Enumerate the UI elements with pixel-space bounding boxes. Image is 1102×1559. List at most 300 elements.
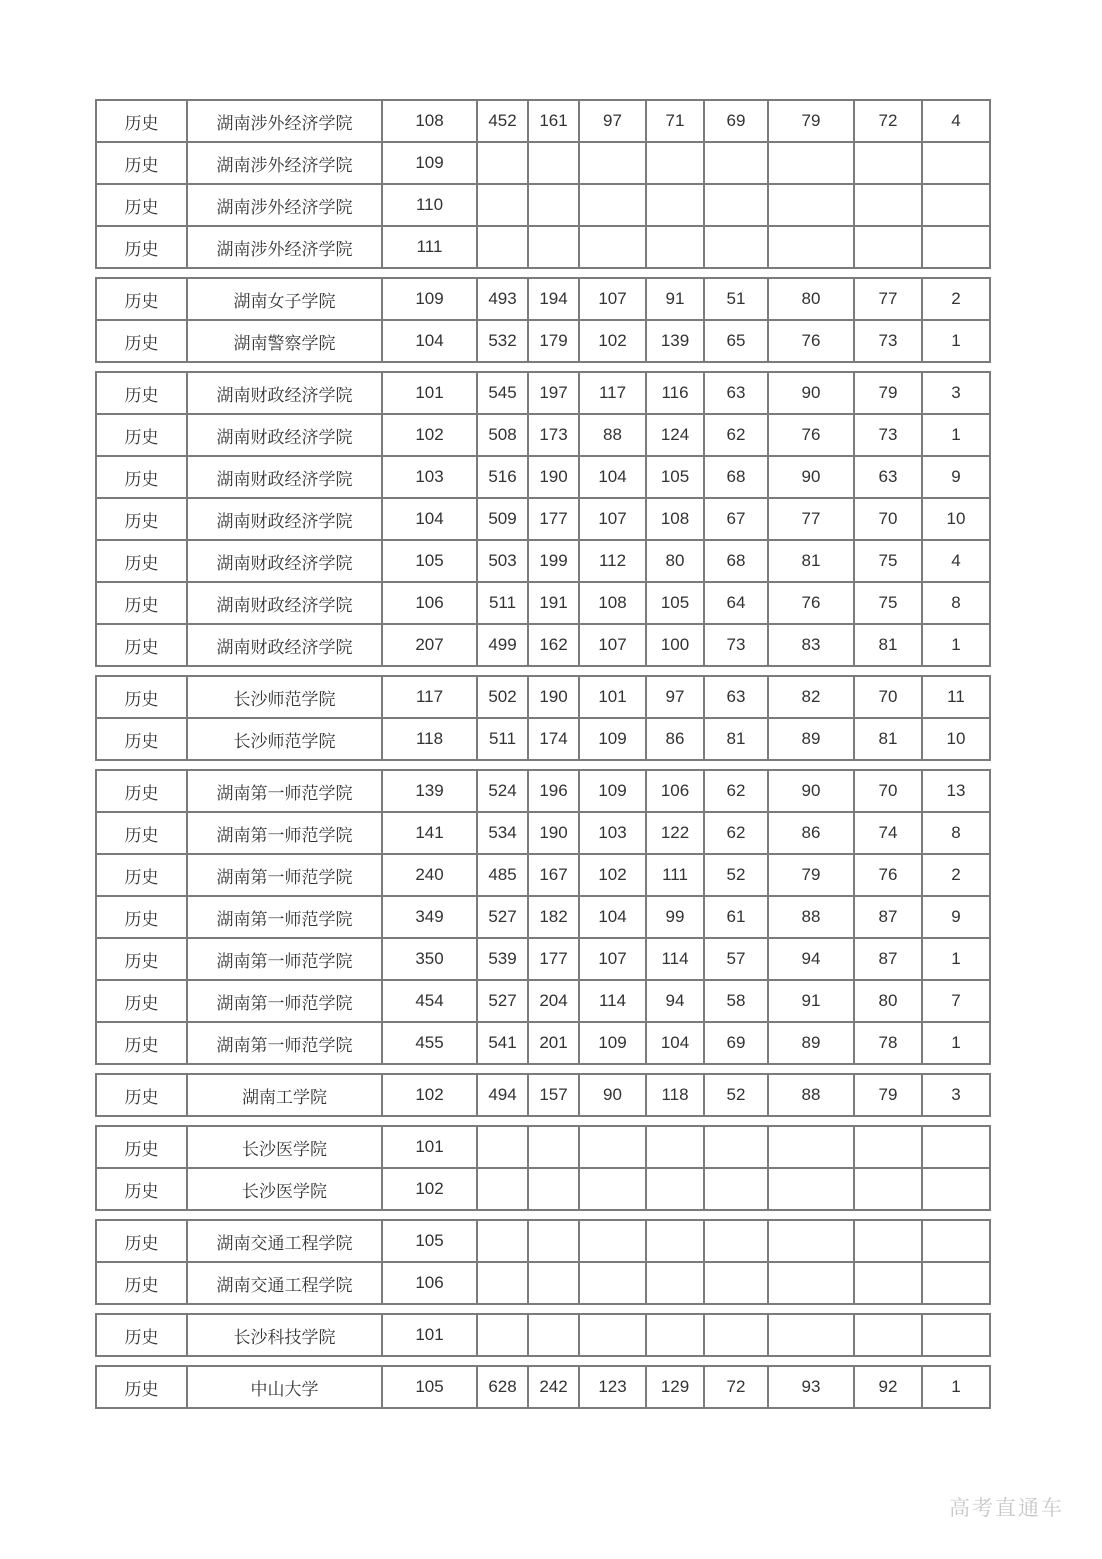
- value-cell: 101: [579, 676, 646, 718]
- school-cell: 湖南财政经济学院: [187, 540, 382, 582]
- table-row: [96, 226, 990, 268]
- value-cell: 102: [579, 320, 646, 362]
- value-cell: [704, 1220, 768, 1262]
- admission-score-table: [95, 99, 991, 1417]
- table-row: [96, 770, 990, 812]
- value-cell: 493: [477, 278, 528, 320]
- table-row: [96, 718, 990, 760]
- table-row: [96, 812, 990, 854]
- value-cell: 502: [477, 676, 528, 718]
- value-cell: 190: [528, 812, 579, 854]
- table-row: [96, 1022, 990, 1064]
- subject-cell: 历史: [96, 100, 187, 142]
- value-cell: 157: [528, 1074, 579, 1116]
- value-cell: 8: [922, 582, 990, 624]
- value-cell: 92: [854, 1366, 922, 1408]
- value-cell: 90: [768, 372, 854, 414]
- value-cell: 101: [382, 1314, 477, 1356]
- value-cell: 105: [646, 582, 704, 624]
- value-cell: 99: [646, 896, 704, 938]
- value-cell: 105: [646, 456, 704, 498]
- school-cell: 湖南涉外经济学院: [187, 226, 382, 268]
- value-cell: 511: [477, 582, 528, 624]
- value-cell: 76: [768, 320, 854, 362]
- table-group: [95, 1219, 991, 1305]
- value-cell: 534: [477, 812, 528, 854]
- value-cell: 182: [528, 896, 579, 938]
- table-row: [96, 1126, 990, 1168]
- value-cell: [704, 1126, 768, 1168]
- value-cell: 79: [768, 854, 854, 896]
- subject-cell: 历史: [96, 184, 187, 226]
- value-cell: 545: [477, 372, 528, 414]
- value-cell: 63: [704, 372, 768, 414]
- value-cell: 204: [528, 980, 579, 1022]
- table-group: [95, 99, 991, 269]
- school-cell: 湖南财政经济学院: [187, 624, 382, 666]
- value-cell: 75: [854, 582, 922, 624]
- value-cell: 485: [477, 854, 528, 896]
- value-cell: 82: [768, 676, 854, 718]
- value-cell: [528, 1168, 579, 1210]
- value-cell: 91: [768, 980, 854, 1022]
- value-cell: [768, 1314, 854, 1356]
- school-cell: 湖南第一师范学院: [187, 896, 382, 938]
- value-cell: 80: [768, 278, 854, 320]
- value-cell: [854, 1168, 922, 1210]
- subject-cell: 历史: [96, 812, 187, 854]
- value-cell: [528, 226, 579, 268]
- value-cell: [528, 1220, 579, 1262]
- school-cell: 湖南财政经济学院: [187, 372, 382, 414]
- value-cell: 91: [646, 278, 704, 320]
- value-cell: 87: [854, 896, 922, 938]
- value-cell: 89: [768, 718, 854, 760]
- value-cell: 242: [528, 1366, 579, 1408]
- value-cell: [646, 226, 704, 268]
- table-row: [96, 854, 990, 896]
- value-cell: [768, 1168, 854, 1210]
- value-cell: 106: [646, 770, 704, 812]
- value-cell: 109: [382, 278, 477, 320]
- value-cell: 76: [768, 414, 854, 456]
- value-cell: 117: [382, 676, 477, 718]
- subject-cell: 历史: [96, 1262, 187, 1304]
- subject-cell: 历史: [96, 770, 187, 812]
- table-row: [96, 414, 990, 456]
- value-cell: 106: [382, 582, 477, 624]
- value-cell: 118: [646, 1074, 704, 1116]
- value-cell: 109: [579, 718, 646, 760]
- table-row: [96, 980, 990, 1022]
- value-cell: 3: [922, 372, 990, 414]
- value-cell: [768, 1220, 854, 1262]
- school-cell: 湖南第一师范学院: [187, 1022, 382, 1064]
- value-cell: 1: [922, 414, 990, 456]
- value-cell: [579, 1168, 646, 1210]
- value-cell: 94: [768, 938, 854, 980]
- value-cell: [477, 1126, 528, 1168]
- school-cell: 湖南警察学院: [187, 320, 382, 362]
- value-cell: [768, 1126, 854, 1168]
- subject-cell: 历史: [96, 854, 187, 896]
- value-cell: 508: [477, 414, 528, 456]
- value-cell: 64: [704, 582, 768, 624]
- value-cell: [477, 1168, 528, 1210]
- subject-cell: 历史: [96, 624, 187, 666]
- subject-cell: 历史: [96, 456, 187, 498]
- value-cell: [704, 226, 768, 268]
- value-cell: 107: [579, 938, 646, 980]
- value-cell: 114: [646, 938, 704, 980]
- value-cell: 62: [704, 812, 768, 854]
- subject-cell: 历史: [96, 498, 187, 540]
- value-cell: 104: [579, 456, 646, 498]
- table-row: [96, 1074, 990, 1116]
- value-cell: 196: [528, 770, 579, 812]
- value-cell: 197: [528, 372, 579, 414]
- value-cell: 97: [579, 100, 646, 142]
- value-cell: [528, 142, 579, 184]
- value-cell: 240: [382, 854, 477, 896]
- value-cell: 101: [382, 372, 477, 414]
- value-cell: 179: [528, 320, 579, 362]
- value-cell: [854, 184, 922, 226]
- value-cell: 199: [528, 540, 579, 582]
- school-cell: 湖南第一师范学院: [187, 770, 382, 812]
- subject-cell: 历史: [96, 414, 187, 456]
- value-cell: 68: [704, 456, 768, 498]
- value-cell: [704, 142, 768, 184]
- value-cell: 511: [477, 718, 528, 760]
- value-cell: 541: [477, 1022, 528, 1064]
- value-cell: 139: [646, 320, 704, 362]
- subject-cell: 历史: [96, 1126, 187, 1168]
- value-cell: 71: [646, 100, 704, 142]
- table-group: [95, 1073, 991, 1117]
- value-cell: 78: [854, 1022, 922, 1064]
- value-cell: 2: [922, 278, 990, 320]
- value-cell: [704, 1262, 768, 1304]
- table-row: [96, 1314, 990, 1356]
- value-cell: 104: [382, 320, 477, 362]
- value-cell: [704, 184, 768, 226]
- value-cell: [922, 1168, 990, 1210]
- value-cell: 516: [477, 456, 528, 498]
- value-cell: [646, 184, 704, 226]
- value-cell: 201: [528, 1022, 579, 1064]
- value-cell: 455: [382, 1022, 477, 1064]
- value-cell: [922, 1126, 990, 1168]
- value-cell: [579, 1314, 646, 1356]
- value-cell: 70: [854, 498, 922, 540]
- value-cell: 73: [854, 414, 922, 456]
- school-cell: 湖南财政经济学院: [187, 582, 382, 624]
- value-cell: 88: [579, 414, 646, 456]
- value-cell: 503: [477, 540, 528, 582]
- value-cell: [579, 1220, 646, 1262]
- value-cell: 109: [579, 1022, 646, 1064]
- school-cell: 湖南工学院: [187, 1074, 382, 1116]
- value-cell: 80: [646, 540, 704, 582]
- school-cell: 湖南交通工程学院: [187, 1262, 382, 1304]
- table-group: [95, 371, 991, 667]
- school-cell: 湖南涉外经济学院: [187, 100, 382, 142]
- value-cell: 105: [382, 1220, 477, 1262]
- value-cell: 190: [528, 676, 579, 718]
- value-cell: 173: [528, 414, 579, 456]
- value-cell: 111: [646, 854, 704, 896]
- value-cell: 88: [768, 896, 854, 938]
- value-cell: 81: [854, 718, 922, 760]
- value-cell: 69: [704, 1022, 768, 1064]
- value-cell: [646, 1314, 704, 1356]
- school-cell: 湖南财政经济学院: [187, 414, 382, 456]
- value-cell: 67: [704, 498, 768, 540]
- value-cell: 10: [922, 718, 990, 760]
- value-cell: 100: [646, 624, 704, 666]
- value-cell: 103: [579, 812, 646, 854]
- value-cell: 102: [579, 854, 646, 896]
- value-cell: 77: [854, 278, 922, 320]
- value-cell: 110: [382, 184, 477, 226]
- value-cell: [922, 1314, 990, 1356]
- value-cell: 79: [854, 1074, 922, 1116]
- value-cell: 101: [382, 1126, 477, 1168]
- value-cell: 116: [646, 372, 704, 414]
- value-cell: 73: [854, 320, 922, 362]
- school-cell: 长沙医学院: [187, 1126, 382, 1168]
- value-cell: [528, 1314, 579, 1356]
- value-cell: [579, 184, 646, 226]
- watermark: 高考直通车: [949, 1497, 1064, 1520]
- value-cell: [854, 1314, 922, 1356]
- value-cell: 118: [382, 718, 477, 760]
- school-cell: 湖南涉外经济学院: [187, 142, 382, 184]
- value-cell: 61: [704, 896, 768, 938]
- value-cell: 2: [922, 854, 990, 896]
- value-cell: [477, 184, 528, 226]
- value-cell: 86: [768, 812, 854, 854]
- value-cell: 1: [922, 624, 990, 666]
- value-cell: 3: [922, 1074, 990, 1116]
- table-group: [95, 769, 991, 1065]
- value-cell: [579, 142, 646, 184]
- subject-cell: 历史: [96, 540, 187, 582]
- value-cell: 90: [579, 1074, 646, 1116]
- value-cell: [854, 226, 922, 268]
- value-cell: 105: [382, 1366, 477, 1408]
- value-cell: 109: [382, 142, 477, 184]
- value-cell: 63: [854, 456, 922, 498]
- value-cell: 162: [528, 624, 579, 666]
- school-cell: 湖南第一师范学院: [187, 938, 382, 980]
- value-cell: 58: [704, 980, 768, 1022]
- subject-cell: 历史: [96, 320, 187, 362]
- table-row: [96, 1220, 990, 1262]
- subject-cell: 历史: [96, 980, 187, 1022]
- value-cell: [646, 1262, 704, 1304]
- value-cell: 499: [477, 624, 528, 666]
- value-cell: 112: [579, 540, 646, 582]
- table-row: [96, 184, 990, 226]
- value-cell: 122: [646, 812, 704, 854]
- school-cell: 湖南财政经济学院: [187, 456, 382, 498]
- value-cell: 102: [382, 1168, 477, 1210]
- value-cell: 527: [477, 896, 528, 938]
- value-cell: 75: [854, 540, 922, 582]
- table-row: [96, 676, 990, 718]
- table-row: [96, 624, 990, 666]
- subject-cell: 历史: [96, 1168, 187, 1210]
- value-cell: [768, 1262, 854, 1304]
- subject-cell: 历史: [96, 278, 187, 320]
- value-cell: 124: [646, 414, 704, 456]
- value-cell: 73: [704, 624, 768, 666]
- value-cell: [922, 1220, 990, 1262]
- value-cell: 139: [382, 770, 477, 812]
- value-cell: 81: [768, 540, 854, 582]
- value-cell: 1: [922, 1022, 990, 1064]
- value-cell: 8: [922, 812, 990, 854]
- value-cell: [646, 1126, 704, 1168]
- value-cell: 9: [922, 456, 990, 498]
- value-cell: 628: [477, 1366, 528, 1408]
- value-cell: 62: [704, 770, 768, 812]
- table-row: [96, 1168, 990, 1210]
- subject-cell: 历史: [96, 142, 187, 184]
- value-cell: [922, 1262, 990, 1304]
- value-cell: 117: [579, 372, 646, 414]
- value-cell: 161: [528, 100, 579, 142]
- subject-cell: 历史: [96, 896, 187, 938]
- value-cell: [854, 1126, 922, 1168]
- table-group: [95, 277, 991, 363]
- value-cell: 80: [854, 980, 922, 1022]
- value-cell: 89: [768, 1022, 854, 1064]
- school-cell: 湖南女子学院: [187, 278, 382, 320]
- value-cell: [854, 142, 922, 184]
- value-cell: [528, 1262, 579, 1304]
- value-cell: 1: [922, 1366, 990, 1408]
- value-cell: [646, 142, 704, 184]
- value-cell: 11: [922, 676, 990, 718]
- value-cell: 65: [704, 320, 768, 362]
- value-cell: 74: [854, 812, 922, 854]
- school-cell: 湖南第一师范学院: [187, 812, 382, 854]
- value-cell: 532: [477, 320, 528, 362]
- value-cell: 177: [528, 938, 579, 980]
- table-row: [96, 320, 990, 362]
- table-row: [96, 896, 990, 938]
- value-cell: 94: [646, 980, 704, 1022]
- value-cell: 81: [704, 718, 768, 760]
- value-cell: 7: [922, 980, 990, 1022]
- value-cell: 90: [768, 770, 854, 812]
- table-row: [96, 540, 990, 582]
- value-cell: 452: [477, 100, 528, 142]
- value-cell: 107: [579, 278, 646, 320]
- table-group: [95, 1125, 991, 1211]
- school-cell: 长沙师范学院: [187, 676, 382, 718]
- value-cell: 454: [382, 980, 477, 1022]
- value-cell: [704, 1314, 768, 1356]
- value-cell: [646, 1168, 704, 1210]
- value-cell: 4: [922, 100, 990, 142]
- value-cell: 111: [382, 226, 477, 268]
- value-cell: 62: [704, 414, 768, 456]
- school-cell: 中山大学: [187, 1366, 382, 1408]
- value-cell: 102: [382, 1074, 477, 1116]
- value-cell: 52: [704, 854, 768, 896]
- value-cell: 539: [477, 938, 528, 980]
- value-cell: 93: [768, 1366, 854, 1408]
- subject-cell: 历史: [96, 582, 187, 624]
- value-cell: 86: [646, 718, 704, 760]
- table-row: [96, 372, 990, 414]
- value-cell: 494: [477, 1074, 528, 1116]
- table-row: [96, 456, 990, 498]
- value-cell: 104: [382, 498, 477, 540]
- value-cell: 72: [704, 1366, 768, 1408]
- value-cell: [477, 142, 528, 184]
- table-row: [96, 142, 990, 184]
- subject-cell: 历史: [96, 718, 187, 760]
- value-cell: 87: [854, 938, 922, 980]
- subject-cell: 历史: [96, 1220, 187, 1262]
- school-cell: 长沙医学院: [187, 1168, 382, 1210]
- value-cell: [528, 1126, 579, 1168]
- value-cell: [922, 142, 990, 184]
- value-cell: 207: [382, 624, 477, 666]
- value-cell: [477, 1262, 528, 1304]
- value-cell: 114: [579, 980, 646, 1022]
- value-cell: 103: [382, 456, 477, 498]
- table-row: [96, 582, 990, 624]
- value-cell: 105: [382, 540, 477, 582]
- value-cell: 9: [922, 896, 990, 938]
- value-cell: 349: [382, 896, 477, 938]
- value-cell: 109: [579, 770, 646, 812]
- value-cell: 51: [704, 278, 768, 320]
- value-cell: [477, 226, 528, 268]
- value-cell: 70: [854, 770, 922, 812]
- table-row: [96, 498, 990, 540]
- value-cell: 76: [768, 582, 854, 624]
- value-cell: [646, 1220, 704, 1262]
- value-cell: 177: [528, 498, 579, 540]
- value-cell: 167: [528, 854, 579, 896]
- subject-cell: 历史: [96, 1314, 187, 1356]
- value-cell: [768, 142, 854, 184]
- value-cell: 129: [646, 1366, 704, 1408]
- table-group: [95, 675, 991, 761]
- value-cell: [579, 1262, 646, 1304]
- value-cell: 57: [704, 938, 768, 980]
- value-cell: 191: [528, 582, 579, 624]
- value-cell: [768, 184, 854, 226]
- value-cell: 524: [477, 770, 528, 812]
- table-row: [96, 100, 990, 142]
- value-cell: [579, 226, 646, 268]
- value-cell: 107: [579, 624, 646, 666]
- value-cell: 174: [528, 718, 579, 760]
- school-cell: 长沙科技学院: [187, 1314, 382, 1356]
- value-cell: [768, 226, 854, 268]
- value-cell: 79: [768, 100, 854, 142]
- value-cell: 123: [579, 1366, 646, 1408]
- table-group: [95, 1365, 991, 1409]
